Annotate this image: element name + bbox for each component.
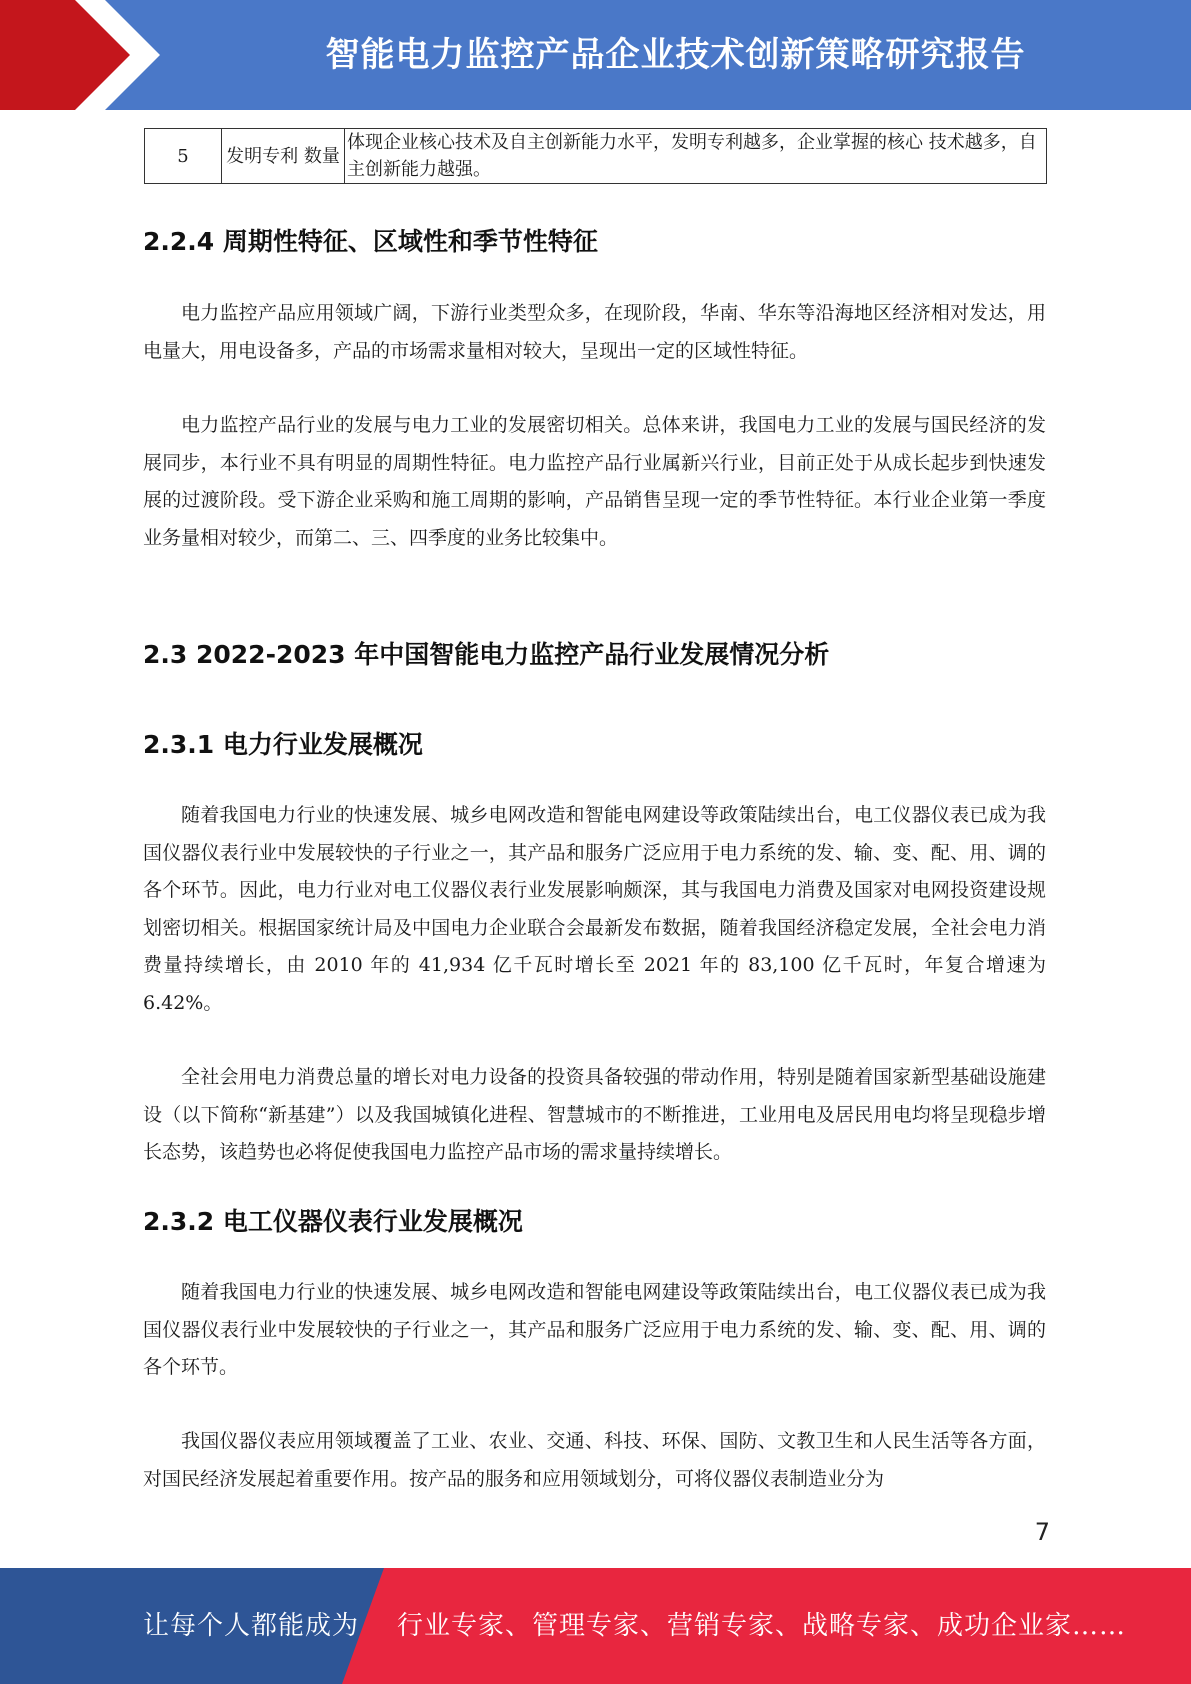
heading-2-3-2: 2.3.2 电工仪器仪表行业发展概况: [143, 1207, 523, 1236]
footer-slogan-left: 让每个人都能成为: [143, 1611, 360, 1641]
footer-slogan-right: 行业专家、管理专家、营销专家、战略专家、成功企业家……: [397, 1611, 1127, 1641]
row-name: 发明专利 数量: [222, 129, 345, 184]
heading-2-2-4: 2.2.4 周期性特征、区域性和季节性特征: [143, 227, 598, 256]
heading-2-3: 2.3 2022-2023 年中国智能电力监控产品行业发展情况分析: [143, 640, 830, 669]
table-row: [145, 129, 1047, 184]
paragraph: 全社会用电力消费总量的增长对电力设备的投资具备较强的带动作用，特别是随着国家新型基础设施建设（以下简称“新基建”）以及我国城镇化进程、智慧城市的不断推进，工业用电及居民用电均将呈现稳步增长态势，该趋势也必将促使我国电力监控产品市场的需求量持续增长。: [143, 1066, 1046, 1163]
page-number: 7: [1034, 1518, 1050, 1546]
criteria-table: [144, 128, 1047, 184]
report-title: 智能电力监控产品企业技术创新策略研究报告: [325, 35, 1026, 75]
paragraph: 我国仪器仪表应用领域覆盖了工业、农业、交通、科技、环保、国防、文教卫生和人民生活等各方面，对国民经济发展起着重要作用。按产品的服务和应用领域划分，可将仪器仪表制造业分为: [143, 1430, 1046, 1490]
footer-banner: [0, 1568, 1191, 1684]
row-description: 体现企业核心技术及自主创新能力水平，发明专利越多，企业掌握的核心 技术越多，自主创新能力越强。: [345, 129, 1047, 184]
paragraph: 随着我国电力行业的快速发展、城乡电网改造和智能电网建设等政策陆续出台，电工仪器仪表已成为我国仪器仪表行业中发展较快的子行业之一，其产品和服务广泛应用于电力系统的发、输、变、配、用、调的各个环节。因此，电力行业对电工仪器仪表行业发展影响颇深，其与我国电力消费及国家对电网投资建设规划密切相关。根据国家统计局及中国电力企业联合会最新发布数据，随着我国经济稳定发展，全社会电力消费量持续增长，由 2010 年的 41,934 亿千瓦时增长至 2021 年的 83,100 亿千瓦时，年复合增速为 6.42%。: [143, 804, 1046, 1014]
paragraph: 电力监控产品应用领域广阔，下游行业类型众多，在现阶段，华南、华东等沿海地区经济相对发达，用电量大，用电设备多，产品的市场需求量相对较大，呈现出一定的区域性特征。: [143, 302, 1046, 362]
heading-2-3-1: 2.3.1 电力行业发展概况: [143, 730, 423, 759]
row-number: 5: [145, 129, 222, 184]
paragraph: 随着我国电力行业的快速发展、城乡电网改造和智能电网建设等政策陆续出台，电工仪器仪表已成为我国仪器仪表行业中发展较快的子行业之一，其产品和服务广泛应用于电力系统的发、输、变、配、用、调的各个环节。: [143, 1281, 1046, 1378]
header-banner: [0, 0, 1191, 110]
paragraph: 电力监控产品行业的发展与电力工业的发展密切相关。总体来讲，我国电力工业的发展与国民经济的发展同步，本行业不具有明显的周期性特征。电力监控产品行业属新兴行业，目前正处于从成长起步到快速发展的过渡阶段。受下游企业采购和施工周期的影响，产品销售呈现一定的季节性特征。本行业企业第一季度业务量相对较少，而第二、三、四季度的业务比较集中。: [143, 414, 1046, 549]
